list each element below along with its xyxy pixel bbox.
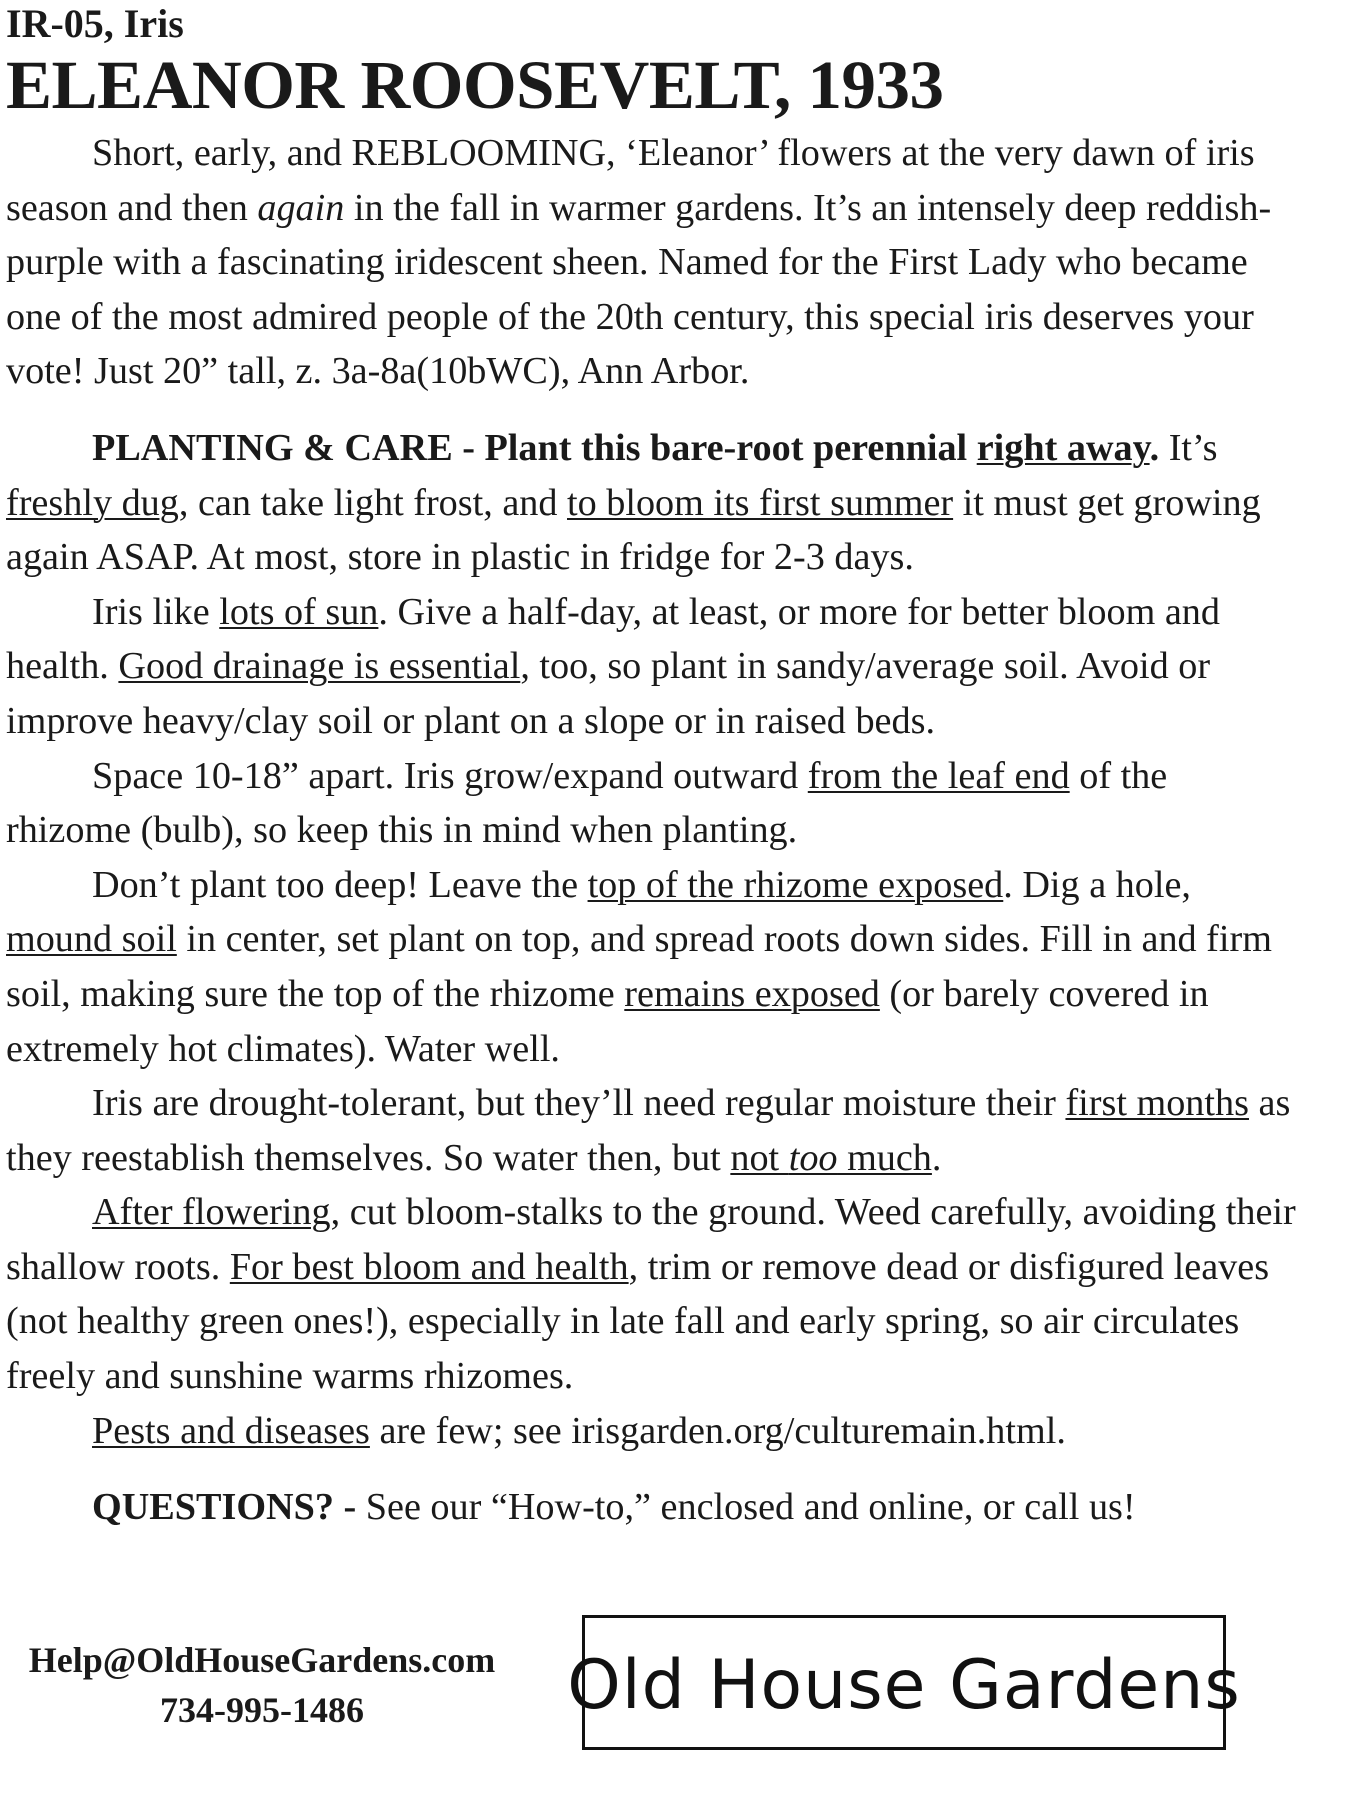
description-paragraph: Short, early, and REBLOOMING, ‘Eleanor’ flowers at the very dawn of iris season and then again in the fall in warmer gardens. It’s an intensely deep reddish-purple with a fascinating iridescent sheen. Named for the First Lady who became one of the most admired people of the 20th century, this special iris deserves your vote! Just 20” tall, z. 3a-8a(10bWC), Ann Arbor. <box>6 132 1272 393</box>
contact-phone[interactable]: 734-995-1486 <box>160 1690 364 1730</box>
after-flowering-paragraph: After flowering, cut bloom-stalks to the ground. Weed carefully, avoiding their shallow roots. For best bloom and health, trim or remove dead or disfigured leaves (not healthy green ones!), especially in late fall and early spring, so air circulates freely and sunshine warms rhizomes. <box>6 1191 1296 1398</box>
body-text <box>6 126 1301 1535</box>
contact-block <box>12 1635 512 1735</box>
sun-paragraph: Iris like lots of sun. Give a half-day, at least, or more for better bloom and health. Good drainage is essential, too, so plant in sandy/average soil. Avoid or improve heavy/clay soil or plant on a slope or in raised beds. <box>6 590 1220 742</box>
plant-label-sheet <box>6 0 1301 1535</box>
product-title: ELEANOR ROOSEVELT, 1933 <box>6 47 944 123</box>
water-paragraph: Iris are drought-tolerant, but they’ll need regular moisture their first months as they reestablish themselves. So water then, but not too much. <box>6 1082 1291 1179</box>
pests-paragraph: Pests and diseases are few; see irisgarden.org/culturemain.html. <box>92 1409 1066 1452</box>
logo-wordmark <box>567 1628 1241 1738</box>
depth-paragraph: Don’t plant too deep! Leave the top of the rhizome exposed. Dig a hole, mound soil in center, set plant on top, and spread roots down sides. Fill in and firm soil, making sure the top of the rhizome remains exposed (or barely covered in extremely hot climates). Water well. <box>6 863 1272 1070</box>
planting-paragraph: PLANTING & CARE - Plant this bare-root perennial right away. It’s freshly dug, can take light frost, and to bloom its first summer it must get growing again ASAP. At most, store in plastic in fridge for 2-3 days. <box>6 426 1261 579</box>
questions-paragraph: QUESTIONS? - See our “How-to,” enclosed and online, or call us! <box>92 1486 1136 1529</box>
company-logo <box>567 1615 1241 1750</box>
logo-text: Old House Gardens <box>567 1645 1241 1725</box>
spacing-paragraph: Space 10-18” apart. Iris grow/expand outward from the leaf end of the rhizome (bulb), so keep this in mind when planting. <box>6 754 1168 852</box>
product-code: IR-05, Iris <box>6 1 184 46</box>
contact-email[interactable]: Help@OldHouseGardens.com <box>28 1640 496 1680</box>
